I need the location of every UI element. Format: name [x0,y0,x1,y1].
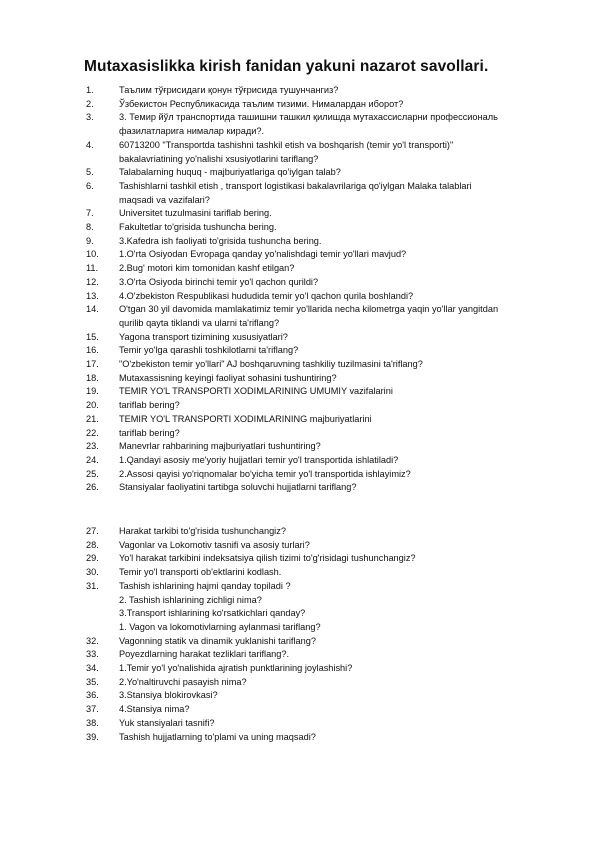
question-text: tariflab bering? [119,400,180,411]
question-number: 36. [86,690,99,701]
question-text: 3.O'rta Osiyoda birinchi temir yo'l qachon qurildi? [119,276,319,287]
question-number: 10. [86,249,99,260]
question-number: 30. [86,567,99,578]
question-number: 23. [86,441,99,452]
question-number: 3. [86,112,94,123]
question-number: 31. [86,580,99,591]
question-text: Vagonlar va Lokomotiv tasnifi va asosiy turlari? [119,539,310,550]
question-number: 24. [86,454,99,465]
question-text: TEMIR YO'L TRANSPORTI XODIMLARINING majburiyatlarini [119,413,372,424]
question-number: 25. [86,468,99,479]
question-text: Yo'l harakat tarkibini indeksatsiya qilish tizimi to'g'risidagi tushunchangiz? [119,553,416,564]
question-number: 13. [86,290,99,301]
question-number: 18. [86,372,99,383]
question-text: Temir yo'l transporti ob'ektlarini kodlash. [119,567,282,578]
question-text: Mutaxassisning keyingi faoliyat sohasini tushuntiring? [119,372,337,383]
question-number: 2. [86,98,94,109]
question-number: 7. [86,208,94,219]
question-text: Poyezdlarning harakat tezliklari tariflang?. [119,649,290,660]
question-number: 6. [86,180,94,191]
question-text: Tashish ishlarining hajmi qanday topiladi ? [119,580,291,591]
question-number: 26. [86,482,99,493]
question-number: 33. [86,649,99,660]
question-text: Vagonning statik va dinamik yuklanishi tariflang? [119,635,316,646]
question-number: 9. [86,235,94,246]
question-text: фазилатларига нималар киради?. [119,126,264,137]
question-number: 19. [86,386,99,397]
question-text: Yagona transport tizimining xususiyatlari? [119,331,288,342]
question-text: Talabalarning huquq - majburiyatlariga qo'iylgan talab? [119,167,341,178]
question-number: 4. [86,139,94,150]
question-text: 60713200 "Transportda tashishni tashkil etish va boshqarish (temir yo'l transporti)" [119,139,454,150]
question-number: 34. [86,663,99,673]
question-number: 14. [86,304,99,315]
question-text: Таълим тўғрисидаги қонун тўғрисида тушунчангиз? [119,85,339,95]
question-text: 2. Tashish ishlarining zichligi nima? [119,594,262,605]
question-text: Temir yo'lga qarashli toshkilotlarni ta'riflang? [119,345,299,356]
question-text: qurilib qayta tiklandi va ularni ta'riflang? [119,317,280,328]
question-number: 15. [86,331,99,342]
question-text: 1. Vagon va lokomotivlarning aylanmasi tariflang? [119,621,321,632]
question-text: Fakultetlar to'grisida tushuncha bering. [119,222,277,232]
question-text: TEMIR YO'L TRANSPORTI XODIMLARINING UMUMIY vazifalarini [119,386,393,397]
question-text: 1.O'rta Osiyodan Evropaga qanday yo'nalishdagi temir yo'llari mavjud? [119,249,407,260]
question-text: 4.O'zbekiston Respublikasi hududida temir yo'l qachon qurila boshlandi? [119,290,414,301]
question-number: 27. [86,526,99,536]
question-text: Stansiyalar faoliyatini tartibga soluvchi hujjatlarni tariflang? [119,482,357,493]
question-number: 38. [86,717,99,728]
question-text: Harakat tarkibi to'g'risida tushunchangiz? [119,526,286,536]
question-text: 1.Qandayi asosiy me'yoriy hujjatlari temir yo'l transportida ishlatiladi? [119,454,399,465]
question-text: 3.Transport ishlarining ko'rsatkichlari qanday? [119,608,306,619]
question-number: 12. [86,276,99,287]
question-number: 21. [86,413,99,424]
question-text: 3. Темир йўл транспортида ташишни ташкил қилишда мутахассисларни профессиональ [119,112,498,123]
question-number: 17. [86,359,99,369]
question-number: 22. [86,427,99,438]
question-number: 1. [86,85,94,95]
question-number: 32. [86,635,99,646]
question-text: tariflab bering? [119,427,180,438]
question-text: Universitet tuzulmasini tariflab bering. [119,208,272,219]
question-number: 29. [86,553,99,564]
question-number: 5. [86,167,94,178]
question-text: Tashishlarni tashkil etish , transport logistikasi bakalavrilariga qo'iylgan Malaka talablari [119,180,472,191]
question-text: 2.Bug' motori kim tomonidan kashf etilgan? [119,263,295,274]
question-text: 4.Stansiya nima? [119,704,190,715]
question-text: bakalavriatining yo'nalishi xsusiyotlarini tariflang? [119,153,319,164]
question-text: Yuk stansiyalari tasnifi? [119,717,215,728]
question-number: 39. [86,731,99,742]
question-number: 11. [86,263,99,274]
question-text: 3.Stansiya blokirovkasi? [119,690,218,701]
question-text: "O'zbekiston temir yo'llari" AJ boshqaruvning tashkiliy tuzilmasini ta'riflang? [119,359,423,369]
question-number: 35. [86,676,99,687]
question-text: Tashish hujjatlarning to'plami va uning maqsadi? [119,731,316,742]
question-number: 28. [86,539,99,550]
question-number: 8. [86,222,94,232]
question-number: 16. [86,345,99,356]
question-text: O'tgan 30 yil davomida mamlakatimiz temir yo'llarida necha kilometrga yaqin yo'llar yangitdan [119,304,499,315]
page-title: Mutaxasislikka kirish fanidan yakuni nazarot savollari. [84,58,489,75]
question-text: maqsadi va vazifalari? [119,194,210,205]
question-number: 37. [86,704,99,715]
question-text: Manevrlar rahbarining majburiyatlari tushuntiring? [119,441,321,452]
question-text: 2.Assosi qayisi yo'riqnomalar bo'yicha temir yo'l transportida ishlayimiz? [119,468,411,479]
question-text: 1.Temir yo'l yo'nalishida ajratish punktlarining joylashishi? [119,663,353,673]
question-text: 2.Yo'naltiruvchi pasayish nima? [119,676,247,687]
question-text: Ўзбекистон Республикасида таълим тизими. Нималардан иборот? [119,98,404,109]
question-text: 3.Kafedra ish faoliyati to'grisida tushuncha bering. [119,235,322,246]
question-number: 20. [86,400,99,411]
